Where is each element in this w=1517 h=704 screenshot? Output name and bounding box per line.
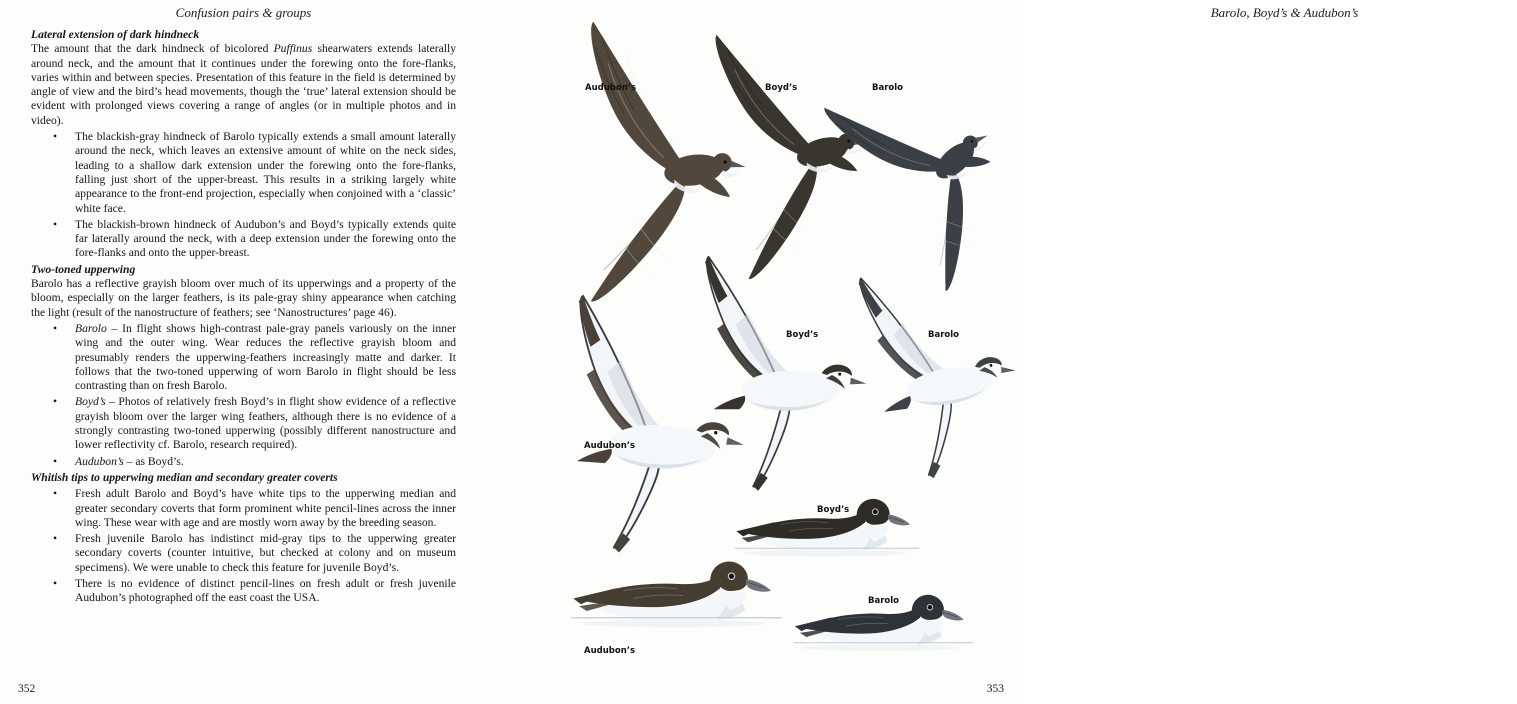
page-right [512, 0, 1359, 704]
bullet-item [31, 532, 456, 575]
page-number-left: 352 [18, 683, 36, 695]
bullet-text-rest: – as Boyd’s. [123, 454, 184, 468]
bullet-item [31, 455, 456, 469]
label-swim-audubons: Audubon’s [584, 646, 636, 656]
bullet-marker: • [53, 130, 58, 144]
paragraph-text: The amount that the dark hindneck of bicolored [31, 42, 274, 56]
bullet-item [31, 395, 456, 452]
species-lead-italic: Audubon’s [75, 454, 124, 468]
bullet-text: Fresh juvenile Barolo has indistinct mid-gray tips to the upperwing greater secondary coverts (counter intuitive, but checked at colony and on museum specimens). We were unable to check this feature for juvenile Boyd’s. [75, 532, 456, 574]
running-head-right: Barolo, Boyd’s & Audubon’s [1210, 5, 1359, 20]
bullet-text: The blackish-brown hindneck of Audubon’s and Boyd’s typically extends quite far laterally around the neck, with a deep extension under the forewing onto the fore-flanks and onto the upper-breast. [75, 217, 456, 260]
bullet-item [31, 577, 456, 606]
bullet-text [75, 455, 456, 469]
species-lead-italic: Boyd’s [75, 395, 106, 409]
bullet-text-rest: – Photos of relatively fresh Boyd’s in flight show evidence of a reflective grayish bloom over the larger wing feathers, although there is no evidence of a strongly contrasting two-toned upperwing (possibly different nanostructure and lower reflectivity cf. Barolo, research required). [75, 395, 456, 452]
paragraph-lateral-extension [31, 42, 456, 128]
left-text-column [31, 26, 456, 606]
paragraph-text: shearwaters extends laterally around neck, and the amount that it continues under the forewing onto the fore-flanks, varies within and between species. Presentation of this feature in the field is determined by angle of view and the bird’s head movements, though the ‘true’ lateral extension should be evident with prolonged views covering a range of angles (or in multiple photos and in video). [31, 42, 457, 127]
page-left [0, 0, 512, 704]
label-dorsal-barolo: Barolo [872, 83, 903, 93]
bullet-marker: • [53, 321, 58, 335]
bullet-text: Fresh adult Barolo and Boyd’s have white tips to the upperwing median and greater secondary coverts that form prominent white pencil-lines across the inner wing. These wear with age and are mostly worn away by the breeding season. [75, 487, 456, 529]
label-ventral-audubons: Audubon’s [584, 441, 636, 451]
label-ventral-boyds: Boyd’s [786, 330, 819, 340]
running-head-left: Confusion pairs & groups [175, 5, 312, 20]
label-ventral-barolo: Barolo [928, 330, 959, 340]
paragraph-two-toned-upperwing: Barolo has a reflective grayish bloom over much of its upperwings and a property of the bloom, especially on the larger feathers, is its pale-gray shiny appearance when catching the light (result of the nanostructure of feathers; see ‘Nanostructures’ page 46). [31, 277, 456, 319]
audubons-swimming-illustration [554, 556, 799, 638]
bullet-item [31, 322, 456, 393]
bullet-text [75, 395, 456, 452]
label-swim-boyds: Boyd’s [817, 505, 850, 515]
bullet-marker: • [53, 532, 58, 546]
boyds-ventral-illustration [688, 238, 868, 500]
bullet-marker: • [53, 454, 58, 468]
section-heading-two-toned-upperwing: Two-toned upperwing [31, 262, 136, 276]
species-lead-italic: Barolo [75, 321, 107, 335]
page-number-right: 353 [986, 683, 1004, 695]
bullet-item [31, 218, 456, 261]
label-dorsal-audubons: Audubon’s [585, 83, 637, 93]
bullet-text: There is no evidence of distinct pencil-lines on fresh adult or fresh juvenile Audubon’s photographed off the east coast the USA. [75, 576, 456, 605]
illustration-plate [512, 0, 1024, 704]
genus-name-italic: Puffinus [273, 42, 313, 56]
barolo-ventral-illustration [841, 246, 1031, 491]
section-heading-lateral-extension: Lateral extension of dark hindneck [31, 28, 200, 41]
label-dorsal-boyds: Boyd’s [765, 83, 798, 93]
bird-shape [705, 257, 866, 491]
section-heading-whitish-tips: Whitish tips to upperwing median and secondary greater coverts [31, 470, 338, 484]
bird-shape [571, 562, 781, 628]
bullet-marker: • [53, 395, 58, 409]
bullet-marker: • [53, 217, 58, 231]
bullet-text-rest: – In flight shows high-contrast pale-gray panels variously on the inner wing and the outer wing. Wear reduces the reflective grayish bloom and presumably renders the upperwing-feathers increasingly matte and darker. It follows that the two-toned upperwing of worn Barolo in flight should be less contrasting than on fresh Barolo. [75, 321, 456, 393]
bird-shape [858, 259, 1029, 485]
bullet-marker: • [53, 487, 58, 501]
label-swim-barolo: Barolo [868, 596, 899, 606]
bullet-item [31, 487, 456, 530]
bullet-item [31, 130, 456, 216]
bullet-marker: • [53, 576, 58, 590]
bullet-text [75, 322, 456, 393]
bullet-text: The blackish-gray hindneck of Barolo typically extends a small amount laterally around the neck, which leaves an extensive amount of white on the neck sides, leading to a shallow dark extension under the forewing onto the fore-flanks, falling just short of the upper-breast. This results in a striking largely white appearance to the front-end projection, especially when conjoined with a ‘classic’ white face. [75, 130, 456, 215]
